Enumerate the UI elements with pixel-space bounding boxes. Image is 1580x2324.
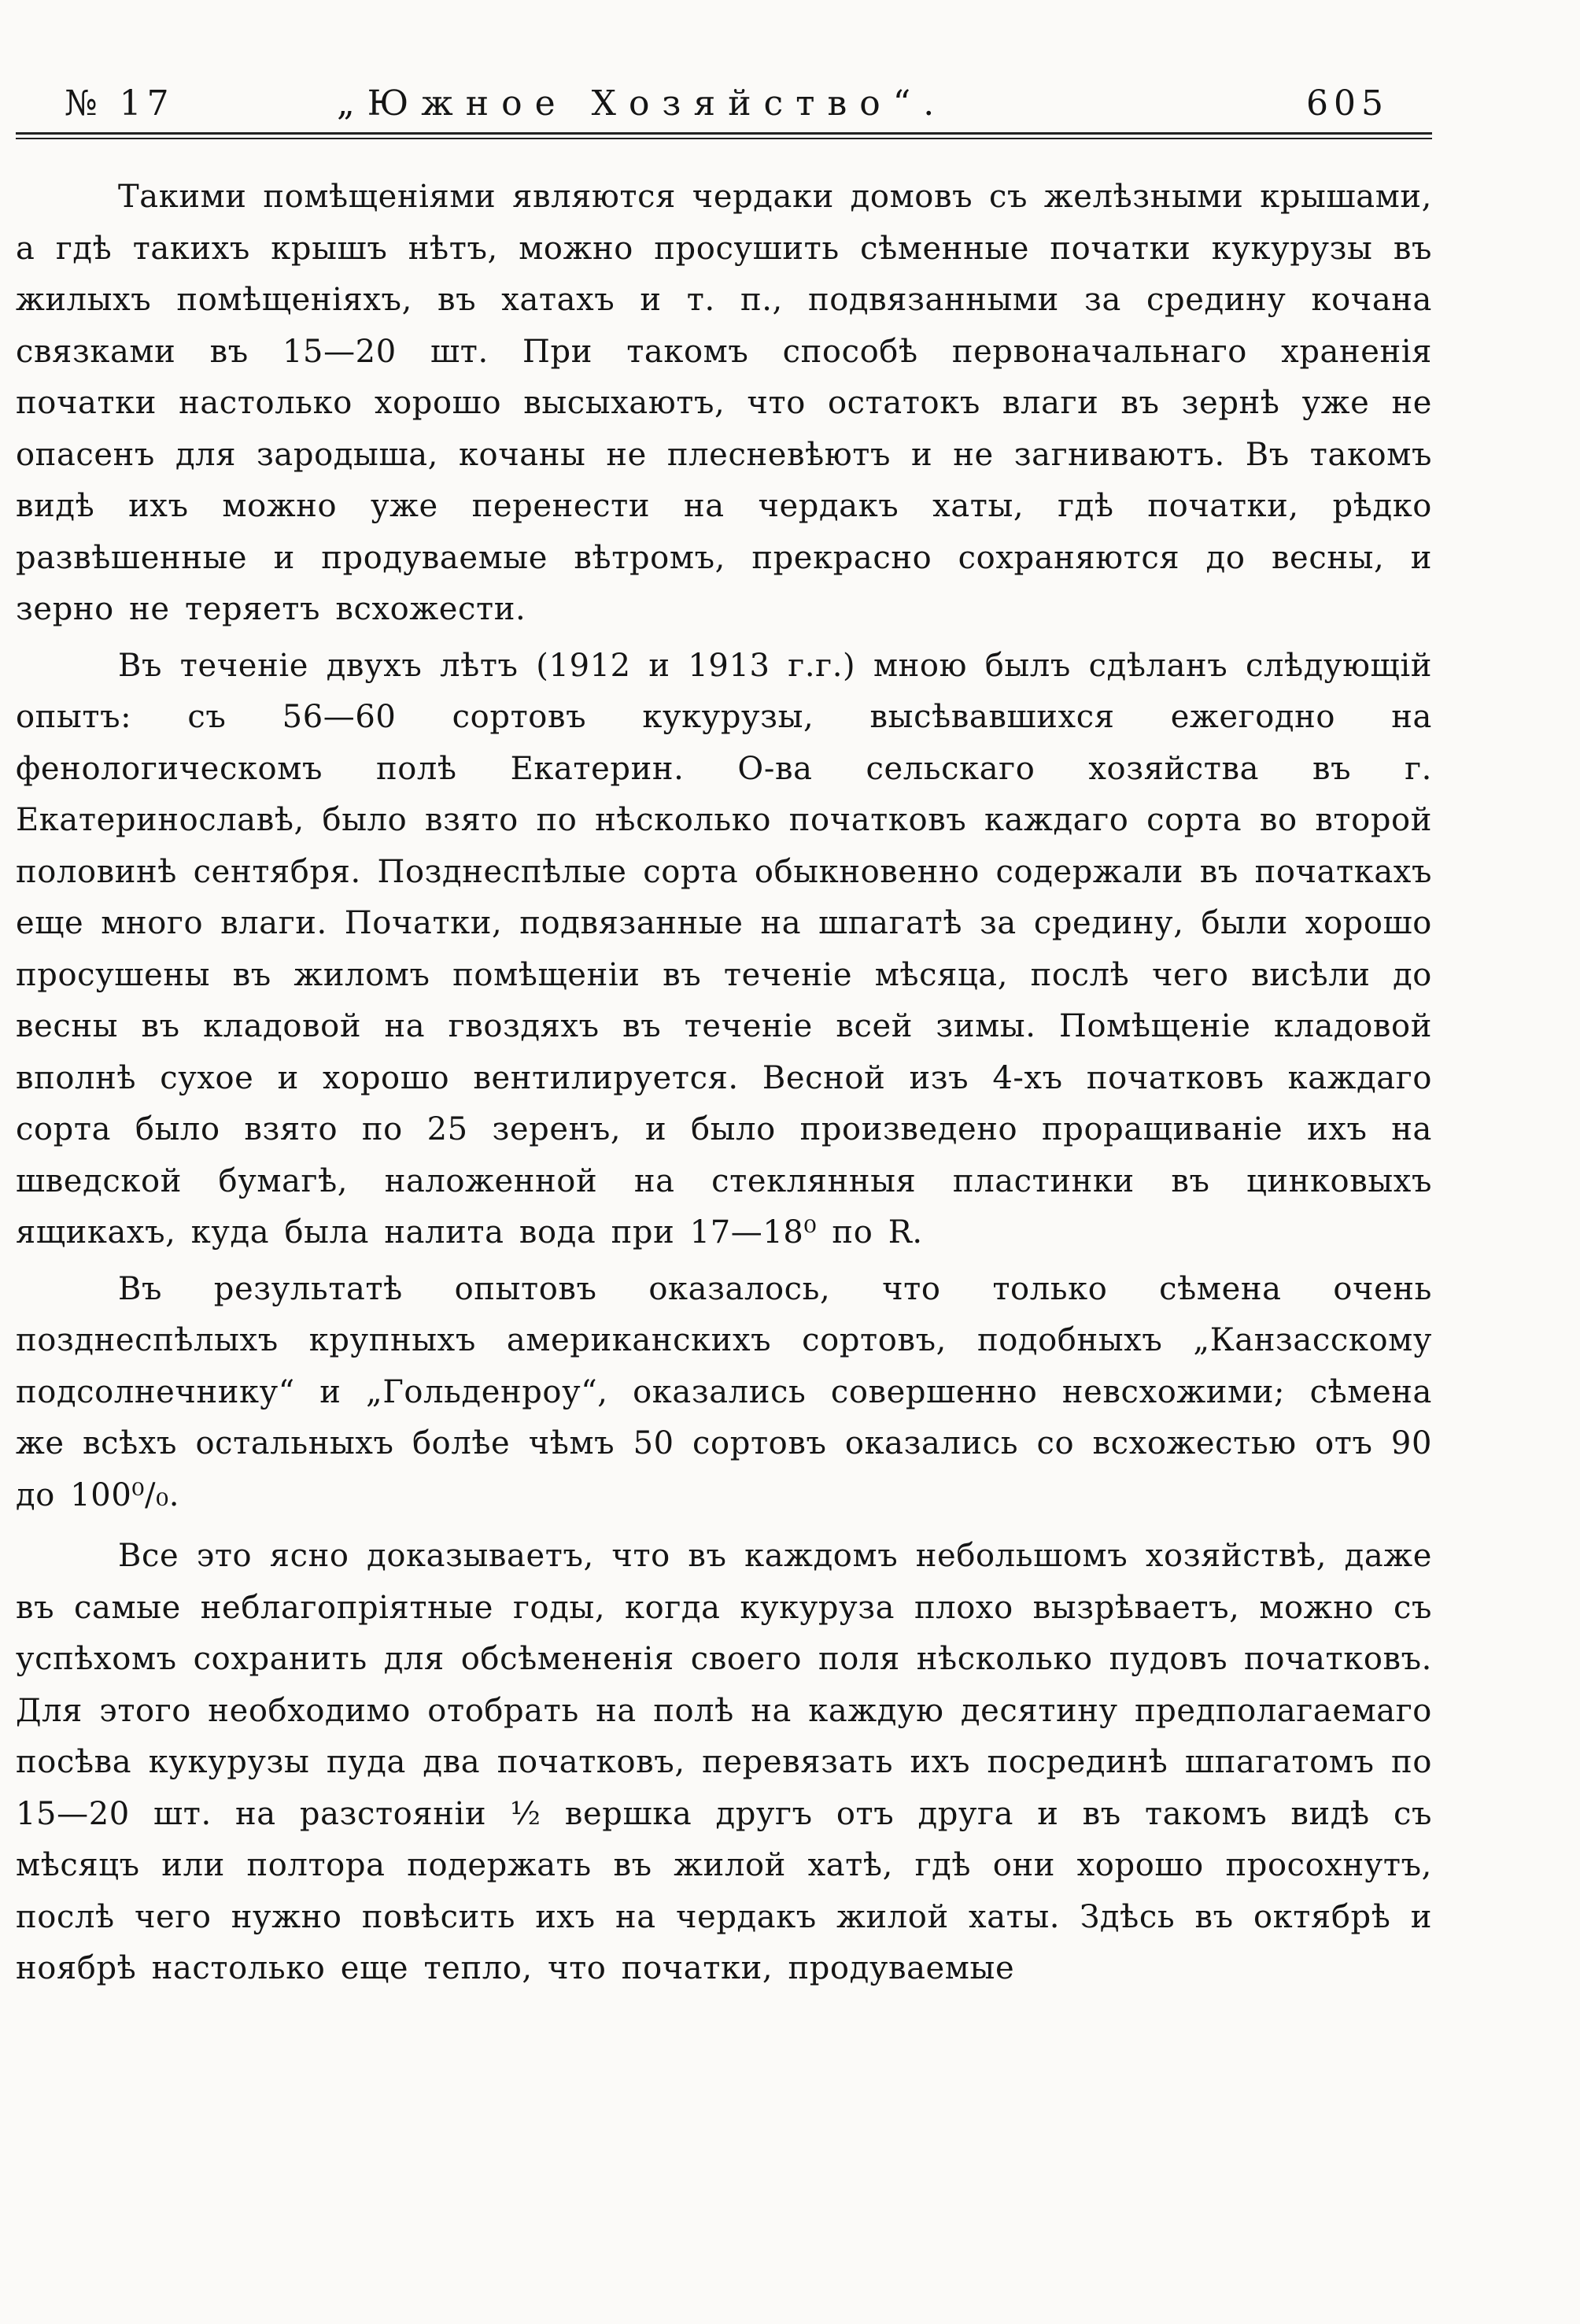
issue-number: № 17 xyxy=(65,83,175,124)
page-header xyxy=(16,79,1432,134)
body-text xyxy=(16,172,1432,1995)
paragraph: Въ результатѣ опытовъ оказалось, что только сѣмена очень позднеспѣлыхъ крупныхъ американскихъ сортовъ, подобныхъ „Канзасскому подсолнечнику“ и „Гольденроу“, оказались совершенно невсхожими; сѣмена же всѣхъ остальныхъ болѣе чѣмъ 50 сортовъ оказались со всхожестью отъ 90 до 100⁰/₀. xyxy=(16,1270,1432,1513)
page-number: 605 xyxy=(1306,83,1389,124)
header-rule-bottom xyxy=(16,138,1432,139)
journal-title: „Южное Хозяйство“. xyxy=(337,83,947,124)
paragraph: Такими помѣщеніями являются чердаки домовъ съ желѣзными крышами, а гдѣ такихъ крышъ нѣтъ, можно просушить сѣменные початки кукурузы въ жилыхъ помѣщеніяхъ, въ хатахъ и т. п., подвязанными за средину кочана связками въ 15—20 шт. При такомъ способѣ первоначальнаго храненія початки настолько хорошо высыхаютъ, что остатокъ влаги въ зернѣ уже не опасенъ для зародыша, кочаны не плесневѣютъ и не загниваютъ. Въ такомъ видѣ ихъ можно уже перенести на чердакъ хаты, гдѣ початки, рѣдко развѣшенные и продуваемые вѣтромъ, прекрасно сохраняются до весны, и зерно не теряетъ всхожести. xyxy=(16,179,1432,627)
header-rule-top xyxy=(16,132,1432,135)
paragraph: Въ теченіе двухъ лѣтъ (1912 и 1913 г.г.) мною былъ сдѣланъ слѣдующій опытъ: съ 56—60 сортовъ кукурузы, высѣвавшихся ежегодно на фенологическомъ полѣ Екатерин. О-ва сельскаго хозяйства въ г. Екатеринославѣ, было взято по нѣсколько початковъ каждаго сорта во второй половинѣ сентября. Позднеспѣлые сорта обыкновенно содержали въ початкахъ еще много влаги. Початки, подвязанные на шпагатѣ за средину, были хорошо просушены въ жиломъ помѣщеніи въ теченіе мѣсяца, послѣ чего висѣли до весны въ кладовой на гвоздяхъ въ теченіе всей зимы. Помѣщеніе кладовой вполнѣ сухое и хорошо вентилируется. Весной изъ 4-хъ початковъ каждаго сорта было взято по 25 зеренъ, и было произведено проращиваніе ихъ на шведской бумагѣ, наложенной на стеклянныя пластинки въ цинковыхъ ящикахъ, куда была налита вода при 17—18⁰ по R. xyxy=(16,647,1432,1251)
paragraph: Все это ясно доказываетъ, что въ каждомъ небольшомъ хозяйствѣ, даже въ самые неблагопріятные годы, когда кукуруза плохо вызрѣваетъ, можно съ успѣхомъ сохранить для обсѣмененія своего поля нѣсколько пудовъ початковъ. Для этого необходимо отобрать на полѣ на каждую десятину предполагаемаго посѣва кукурузы пуда два початковъ, перевязать ихъ посрединѣ шпагатомъ по 15—20 шт. на разстояніи ½ вершка другъ отъ друга и въ такомъ видѣ съ мѣсяцъ или полтора подержать въ жилой хатѣ, гдѣ они хорошо просохнутъ, послѣ чего нужно повѣсить ихъ на чердакъ жилой хаты. Здѣсь въ октябрѣ и ноябрѣ настолько еще тепло, что початки, продуваемые xyxy=(16,1538,1432,1986)
